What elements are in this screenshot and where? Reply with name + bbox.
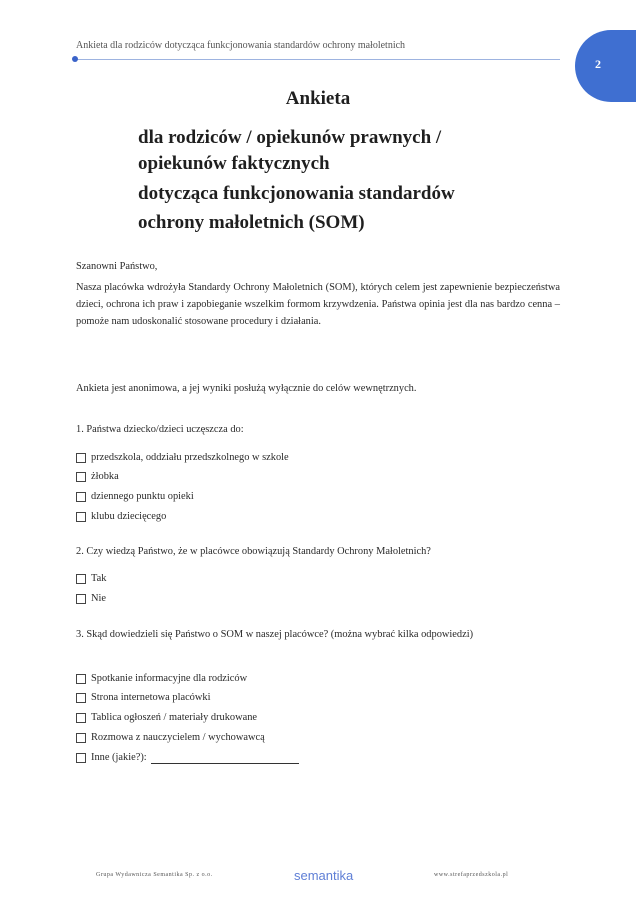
option-label: Nie — [91, 593, 107, 604]
subtitle-line-4: ochrony małoletnich (SOM) — [138, 212, 365, 233]
checkbox[interactable] — [76, 753, 86, 763]
checkbox[interactable] — [76, 453, 86, 463]
footer-publisher: Grupa Wydawnicza Semantika Sp. z o.o. — [96, 872, 213, 878]
q3-option[interactable] — [76, 731, 265, 745]
q3-option[interactable] — [76, 711, 257, 725]
subtitle-line-1: dla rodziców / opiekunów prawnych / — [138, 127, 442, 148]
subtitle-line-2: opiekunów faktycznych — [138, 153, 330, 174]
q2-option[interactable] — [76, 572, 106, 586]
q1-option[interactable] — [76, 490, 194, 504]
q3-option[interactable] — [76, 672, 247, 686]
option-label: klubu dziecięcego — [91, 511, 167, 522]
option-label: Spotkanie informacyjne dla rodziców — [91, 673, 248, 684]
footer-website: www.strefaprzedszkola.pl — [434, 872, 509, 878]
anonymity-note: Ankieta jest anonimowa, a jej wyniki posłużą wyłącznie do celów wewnętrznych. — [76, 383, 417, 394]
question-2: 2. Czy wiedzą Państwo, że w placówce obowiązują Standardy Ochrony Małoletnich? — [76, 546, 431, 557]
page-number: 2 — [595, 57, 601, 71]
checkbox[interactable] — [76, 674, 86, 684]
checkbox[interactable] — [76, 713, 86, 723]
q1-option[interactable] — [76, 451, 289, 465]
option-label: Inne (jakie?): — [91, 752, 147, 763]
option-label: Tak — [91, 573, 107, 584]
intro-paragraph: Nasza placówka wdrożyła Standardy Ochrony Małoletnich (SOM), których celem jest zapewnienie bezpieczeństwa dzieci, ochrona ich praw i zapobieganie wszelkim formom krzywdzenia. Państwa opinia jest dla nas bardzo cenna – pomoże nam udoskonalić stosowane procedury i działania. — [76, 282, 560, 327]
checkbox[interactable] — [76, 492, 86, 502]
option-label: żłobka — [91, 471, 119, 482]
option-label: Rozmowa z nauczycielem / wychowawcą — [91, 732, 265, 743]
salutation: Szanowni Państwo, — [76, 261, 158, 272]
other-answer-line[interactable] — [151, 753, 299, 764]
question-1: 1. Państwa dziecko/dzieci uczęszcza do: — [76, 424, 244, 435]
q1-option[interactable] — [76, 510, 166, 524]
subtitle-line-3: dotycząca funkcjonowania standardów — [138, 183, 455, 204]
checkbox[interactable] — [76, 472, 86, 482]
q2-option[interactable] — [76, 592, 106, 606]
checkbox[interactable] — [76, 693, 86, 703]
option-label: dziennego punktu opieki — [91, 491, 194, 502]
header-divider — [76, 59, 560, 60]
question-3: 3. Skąd dowiedzieli się Państwo o SOM w naszej placówce? (można wybrać kilka odpowiedzi) — [76, 629, 474, 640]
q1-option[interactable] — [76, 470, 119, 484]
document-title: Ankieta — [285, 88, 351, 109]
option-label: Tablica ogłoszeń / materiały drukowane — [91, 712, 258, 723]
option-label: przedszkola, oddziału przedszkolnego w szkole — [91, 452, 289, 463]
q3-option-other[interactable] — [76, 751, 299, 765]
checkbox[interactable] — [76, 594, 86, 604]
option-label: Strona internetowa placówki — [91, 692, 211, 703]
header-bullet-icon — [72, 56, 78, 62]
running-header: Ankieta dla rodziców dotycząca funkcjonowania standardów ochrony małoletnich — [76, 40, 406, 51]
checkbox[interactable] — [76, 733, 86, 743]
q3-option[interactable] — [76, 691, 210, 705]
checkbox[interactable] — [76, 512, 86, 522]
checkbox[interactable] — [76, 574, 86, 584]
footer-logo: semantika — [294, 868, 354, 883]
